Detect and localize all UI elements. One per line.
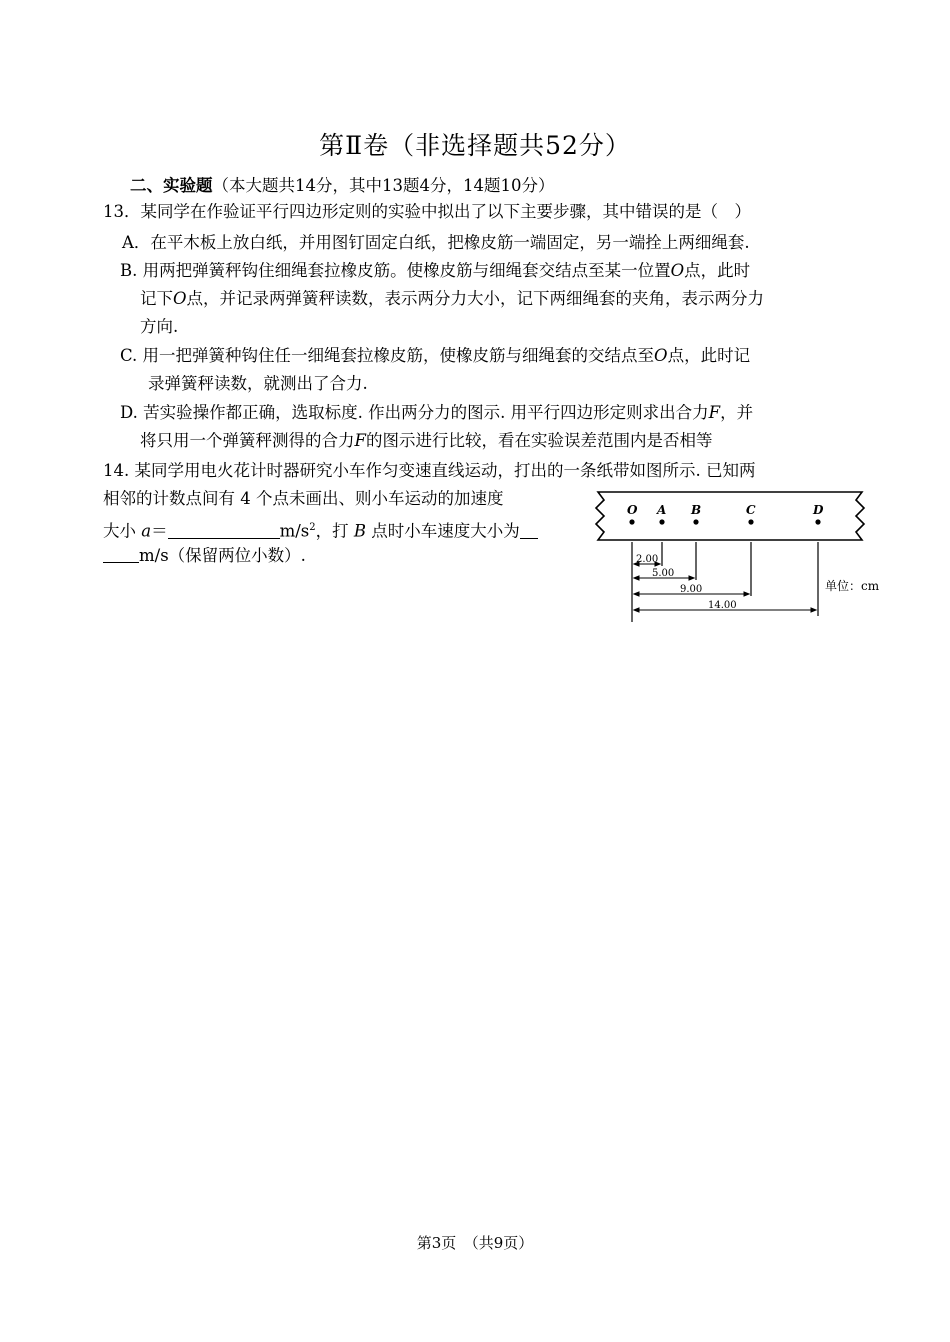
- var-a: a: [141, 521, 152, 541]
- answer-blank-velocity-start[interactable]: [520, 522, 538, 539]
- unit-label: 单位：cm: [825, 579, 880, 593]
- tape-label-a: A: [657, 503, 667, 517]
- text: 点，此时: [684, 261, 751, 280]
- q14-line2: 相邻的计数点间有 4 个点未画出、则小车运动的加速度: [103, 489, 504, 508]
- page-footer: 第3页 （共9页）: [416, 1234, 534, 1252]
- text: C. 用一把弹簧种钩住任一细绳套拉橡皮筋，使橡皮筋与细绳套的交结点至: [120, 346, 655, 365]
- text: 将只用一个弹簧秤测得的合力: [140, 431, 355, 450]
- dim-label-14: 14.00: [708, 600, 737, 611]
- unit: m/s: [279, 521, 310, 541]
- q13-option-d-line1: [120, 402, 753, 424]
- arrow-head: [811, 608, 816, 612]
- text: 点，并记录两弹簧秤读数，表示两分力大小，记下两细绳套的夹角，表示两分力: [186, 289, 765, 308]
- q13-option-b-line1: [120, 260, 750, 282]
- arrow-head: [689, 576, 694, 580]
- q14-line1: 14. 某同学用电火花计时器研究小车作匀变速直线运动，打出的一条纸带如图所示. 已知两: [103, 461, 756, 480]
- dim-label-9: 9.00: [680, 584, 703, 595]
- answer-blank-acceleration[interactable]: [168, 522, 280, 539]
- force-f: F: [708, 403, 721, 422]
- text: 点，此时记: [667, 346, 751, 365]
- text: B. 用两把弹簧秤钩住细绳套拉橡皮筋。使橡皮筋与细绳套交结点至某一位置: [120, 261, 671, 280]
- tape-dot-d: [815, 519, 820, 524]
- dim-label-5: 5.00: [652, 568, 675, 579]
- q13-option-d-line2: [140, 430, 712, 452]
- q13-option-c-line1: [120, 345, 750, 367]
- q13-option-c-line2: 录弹簧秤读数，就测出了合力.: [148, 374, 368, 393]
- arrow-head: [634, 576, 639, 580]
- part2-note: （本大题共14分，其中13题4分，14题10分）: [212, 176, 555, 195]
- point-o: O: [670, 261, 685, 280]
- text: ＝: [151, 521, 168, 541]
- section-title: 第Ⅱ卷（非选择题共52分）: [319, 131, 631, 160]
- dim-label-2: 2.00: [636, 554, 659, 565]
- tape-label-o: O: [627, 503, 638, 517]
- text: 记下: [140, 289, 173, 308]
- text: ，打: [315, 521, 349, 541]
- q13-option-b-line2: [140, 288, 764, 310]
- point-b: B: [353, 521, 367, 541]
- text: m/s（保留两位小数）.: [139, 546, 306, 565]
- arrow-head: [634, 608, 639, 612]
- q13-option-b-line3: 方向.: [140, 317, 179, 336]
- tape-label-d: D: [813, 503, 824, 517]
- tape-dot-o: [629, 519, 634, 524]
- tape-dot-b: [693, 519, 698, 524]
- unit-exponent: 2: [309, 522, 316, 533]
- tape-dot-c: [748, 519, 753, 524]
- text: 大小: [103, 521, 136, 541]
- part2-heading: [130, 175, 554, 197]
- q14-line3: [103, 517, 538, 543]
- text: D. 苦实验操作都正确，选取标度. 作出两分力的图示. 用平行四边形定则求出合力: [120, 403, 709, 422]
- text: 的图示进行比较，看在实验误差范围内是否相等: [365, 431, 713, 450]
- q14-line4: [103, 545, 306, 567]
- point-o: O: [173, 289, 187, 308]
- arrow-head: [634, 592, 639, 596]
- tape-dot-a: [659, 519, 664, 524]
- text: 点时小车速度大小为: [371, 521, 520, 541]
- answer-blank-velocity-end[interactable]: [103, 546, 139, 563]
- force-f: F: [354, 431, 366, 450]
- paper-tape-diagram: [590, 488, 900, 628]
- q13-option-a: A．在平木板上放白纸，并用图钉固定白纸，把橡皮筋一端固定，另一端拴上两细绳套.: [122, 233, 750, 252]
- tape-label-b: B: [691, 503, 702, 517]
- text: ，并: [720, 403, 754, 422]
- q13-stem: 13．某同学在作验证平行四边形定则的实验中拟出了以下主要步骤，其中错误的是（ ）: [103, 202, 751, 221]
- point-o: O: [654, 346, 668, 365]
- part2-label: 二、实验题: [130, 176, 213, 195]
- paper-tape-figure: [590, 488, 900, 628]
- tape-label-c: C: [746, 503, 756, 517]
- arrow-head: [744, 592, 749, 596]
